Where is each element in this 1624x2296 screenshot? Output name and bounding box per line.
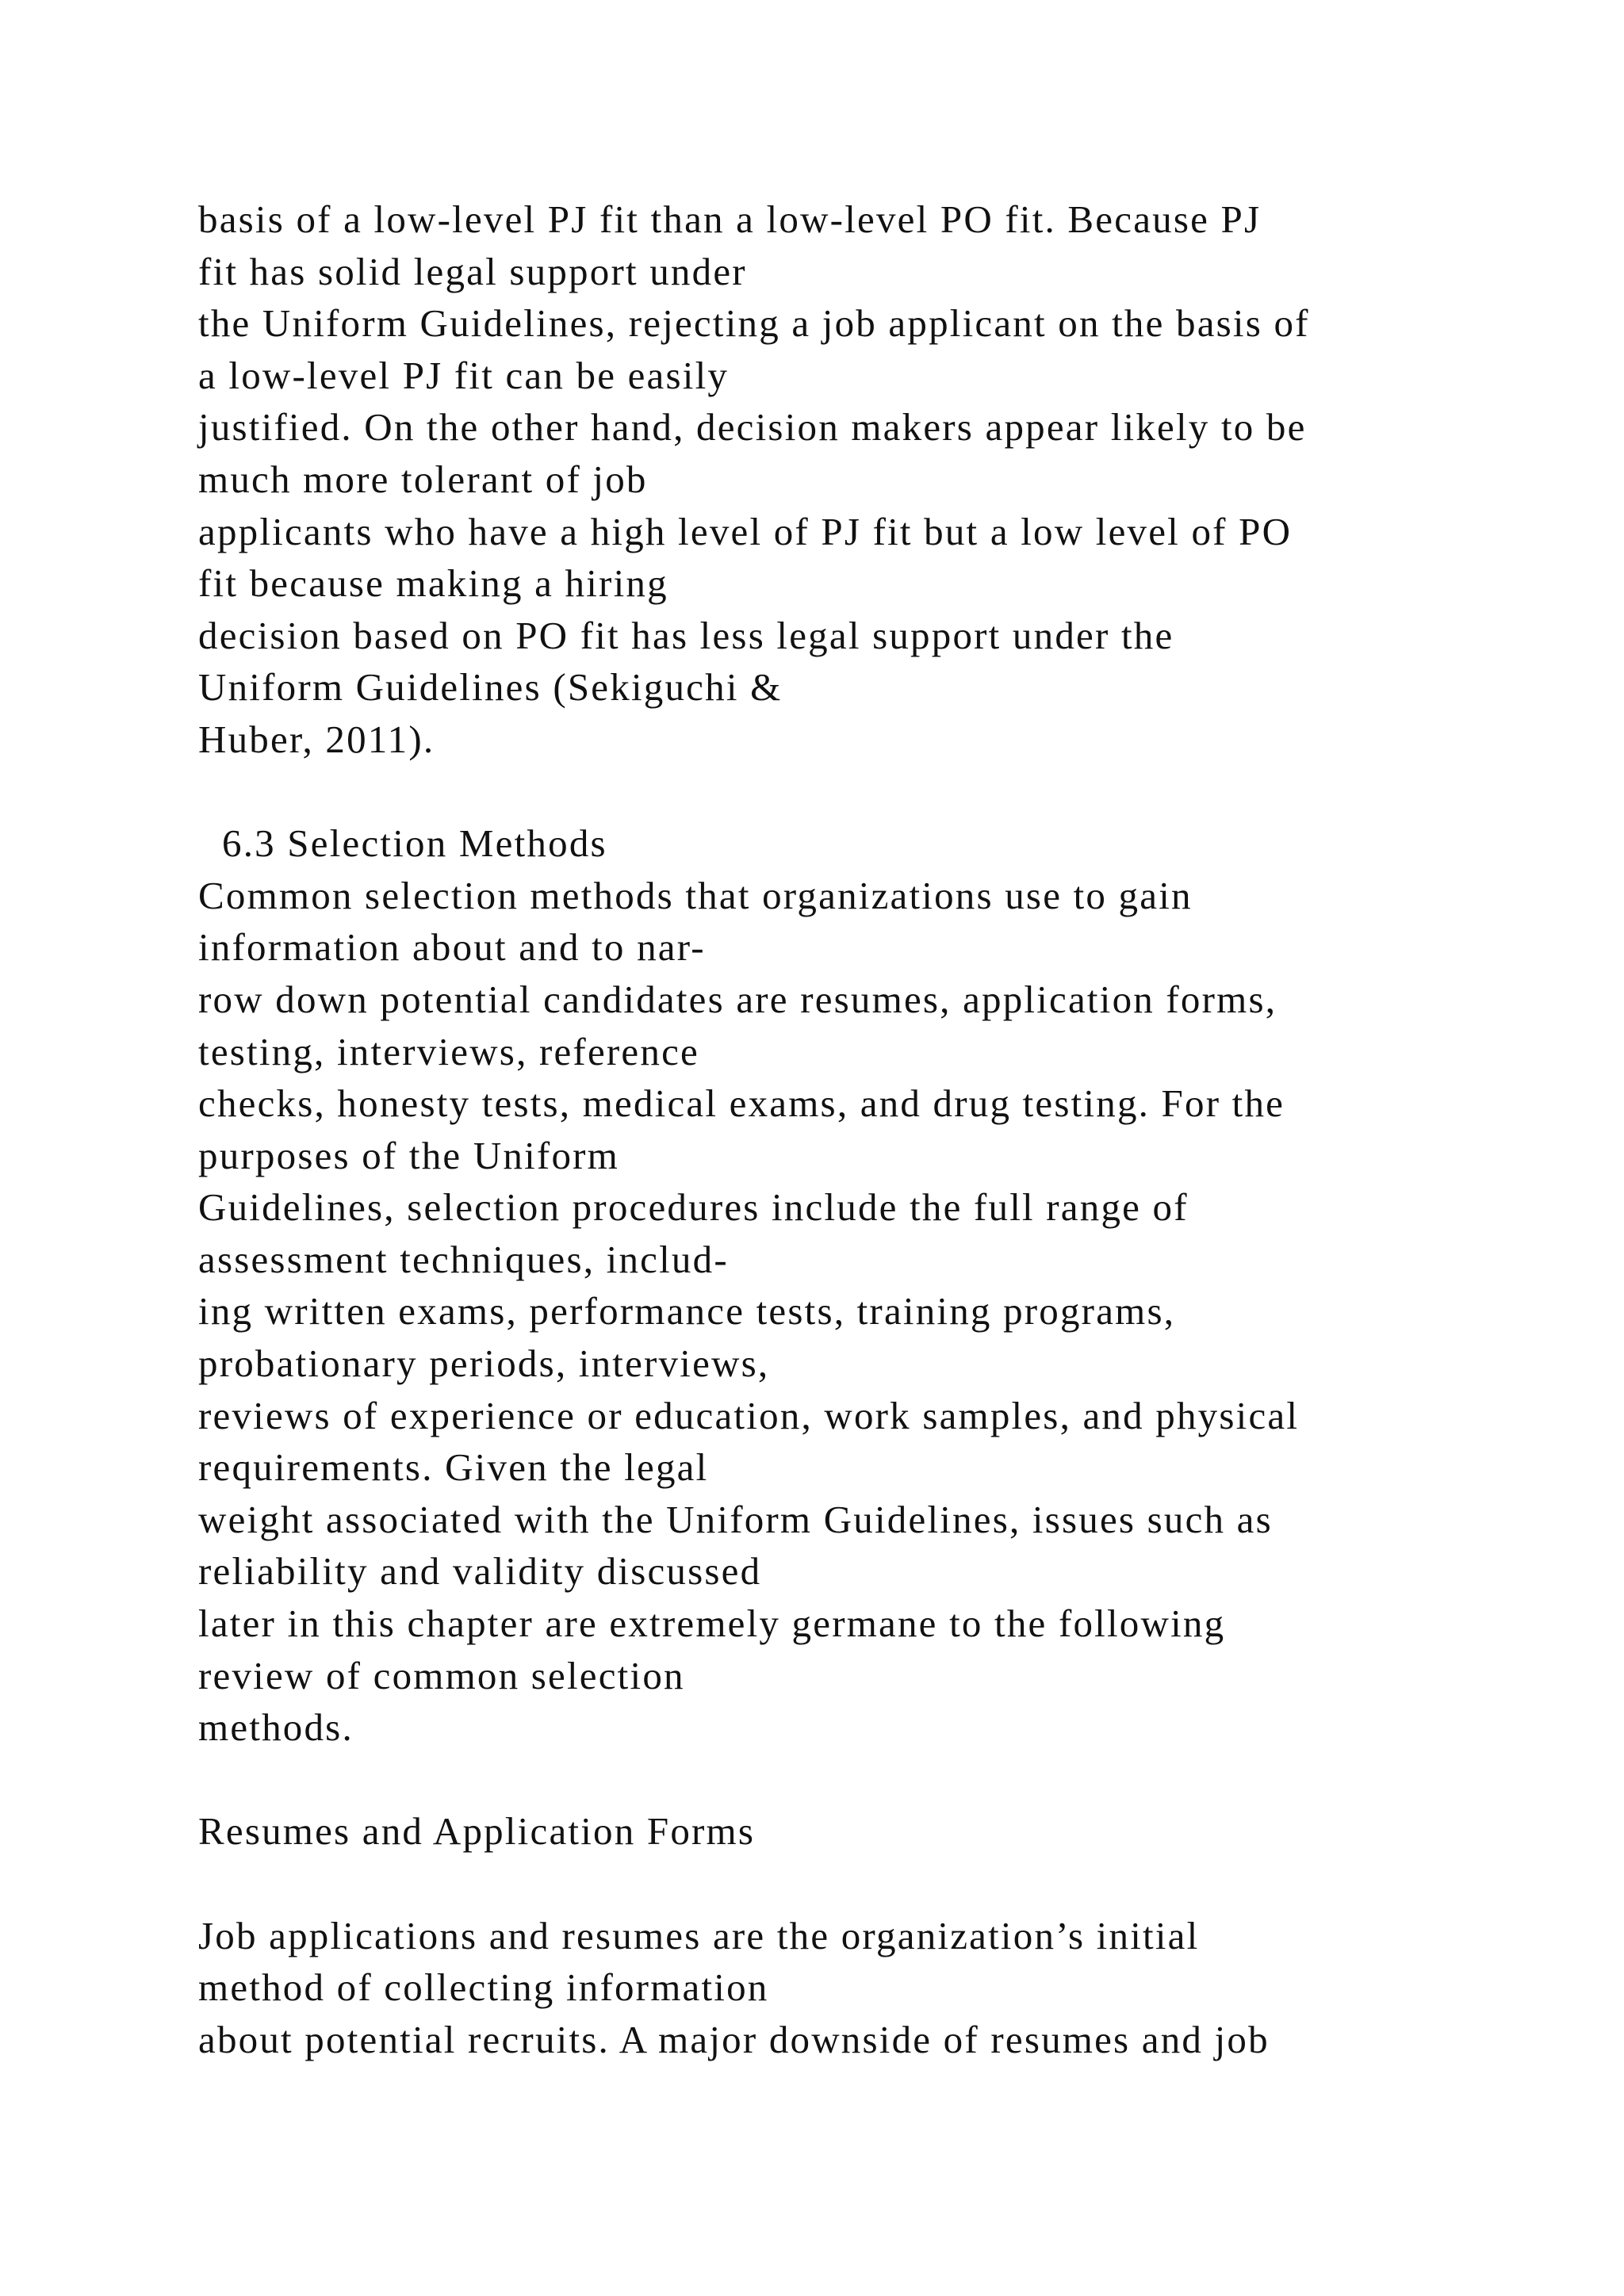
text-line: testing, interviews, reference (198, 1029, 699, 1073)
text-line: later in this chapter are extremely germane to the following (198, 1601, 1226, 1646)
text-line: Uniform Guidelines (Sekiguchi & (198, 665, 783, 710)
text-line: reviews of experience or education, work samples, and physical (198, 1393, 1300, 1437)
document-body (198, 193, 1586, 2065)
text-line: Guidelines, selection procedures include the full range of (198, 1185, 1189, 1230)
blank-line (198, 1754, 1586, 1806)
text-line: decision based on PO fit has less legal support under the (198, 613, 1174, 657)
text-line: probationary periods, interviews, (198, 1341, 770, 1386)
text-line: information about and to nar- (198, 925, 706, 970)
text-line: row down potential candidates are resumes, application forms, (198, 977, 1277, 1021)
text-line: basis of a low-level PJ fit than a low-level PO fit. Because PJ (198, 197, 1262, 241)
text-line: about potential recruits. A major downside of resumes and job (198, 2017, 1270, 2061)
text-line: reliability and validity discussed (198, 1549, 762, 1594)
text-line: much more tolerant of job (198, 457, 648, 501)
text-line: a low-level PJ fit can be easily (198, 353, 730, 397)
text-line: fit because making a hiring (198, 561, 668, 606)
text-line: ing written exams, performance tests, training programs, (198, 1289, 1176, 1334)
text-line: fit has solid legal support under (198, 249, 747, 293)
text-line: method of collecting information (198, 1965, 769, 2010)
text-line: Job applications and resumes are the organization’s initial (198, 1913, 1200, 1957)
text-line: Huber, 2011). (198, 717, 435, 761)
text-line: assessment techniques, includ- (198, 1237, 729, 1281)
text-line: Common selection methods that organizations use to gain (198, 873, 1193, 917)
blank-line (198, 1858, 1586, 1910)
text-line: requirements. Given the legal (198, 1445, 709, 1490)
text-line: methods. (198, 1705, 354, 1750)
text-line: weight associated with the Uniform Guidelines, issues such as (198, 1497, 1273, 1541)
text-line: applicants who have a high level of PJ fit but a low level of PO (198, 509, 1293, 553)
blank-line (198, 766, 1586, 818)
section-heading: 6.3 Selection Methods (222, 821, 607, 866)
text-line: purposes of the Uniform (198, 1133, 619, 1177)
subsection-heading: Resumes and Application Forms (198, 1809, 756, 1854)
text-line: justified. On the other hand, decision makers appear likely to be (198, 405, 1307, 450)
text-line: review of common selection (198, 1653, 685, 1697)
text-line: the Uniform Guidelines, rejecting a job applicant on the basis of (198, 301, 1310, 346)
text-line: checks, honesty tests, medical exams, and drug testing. For the (198, 1081, 1285, 1126)
